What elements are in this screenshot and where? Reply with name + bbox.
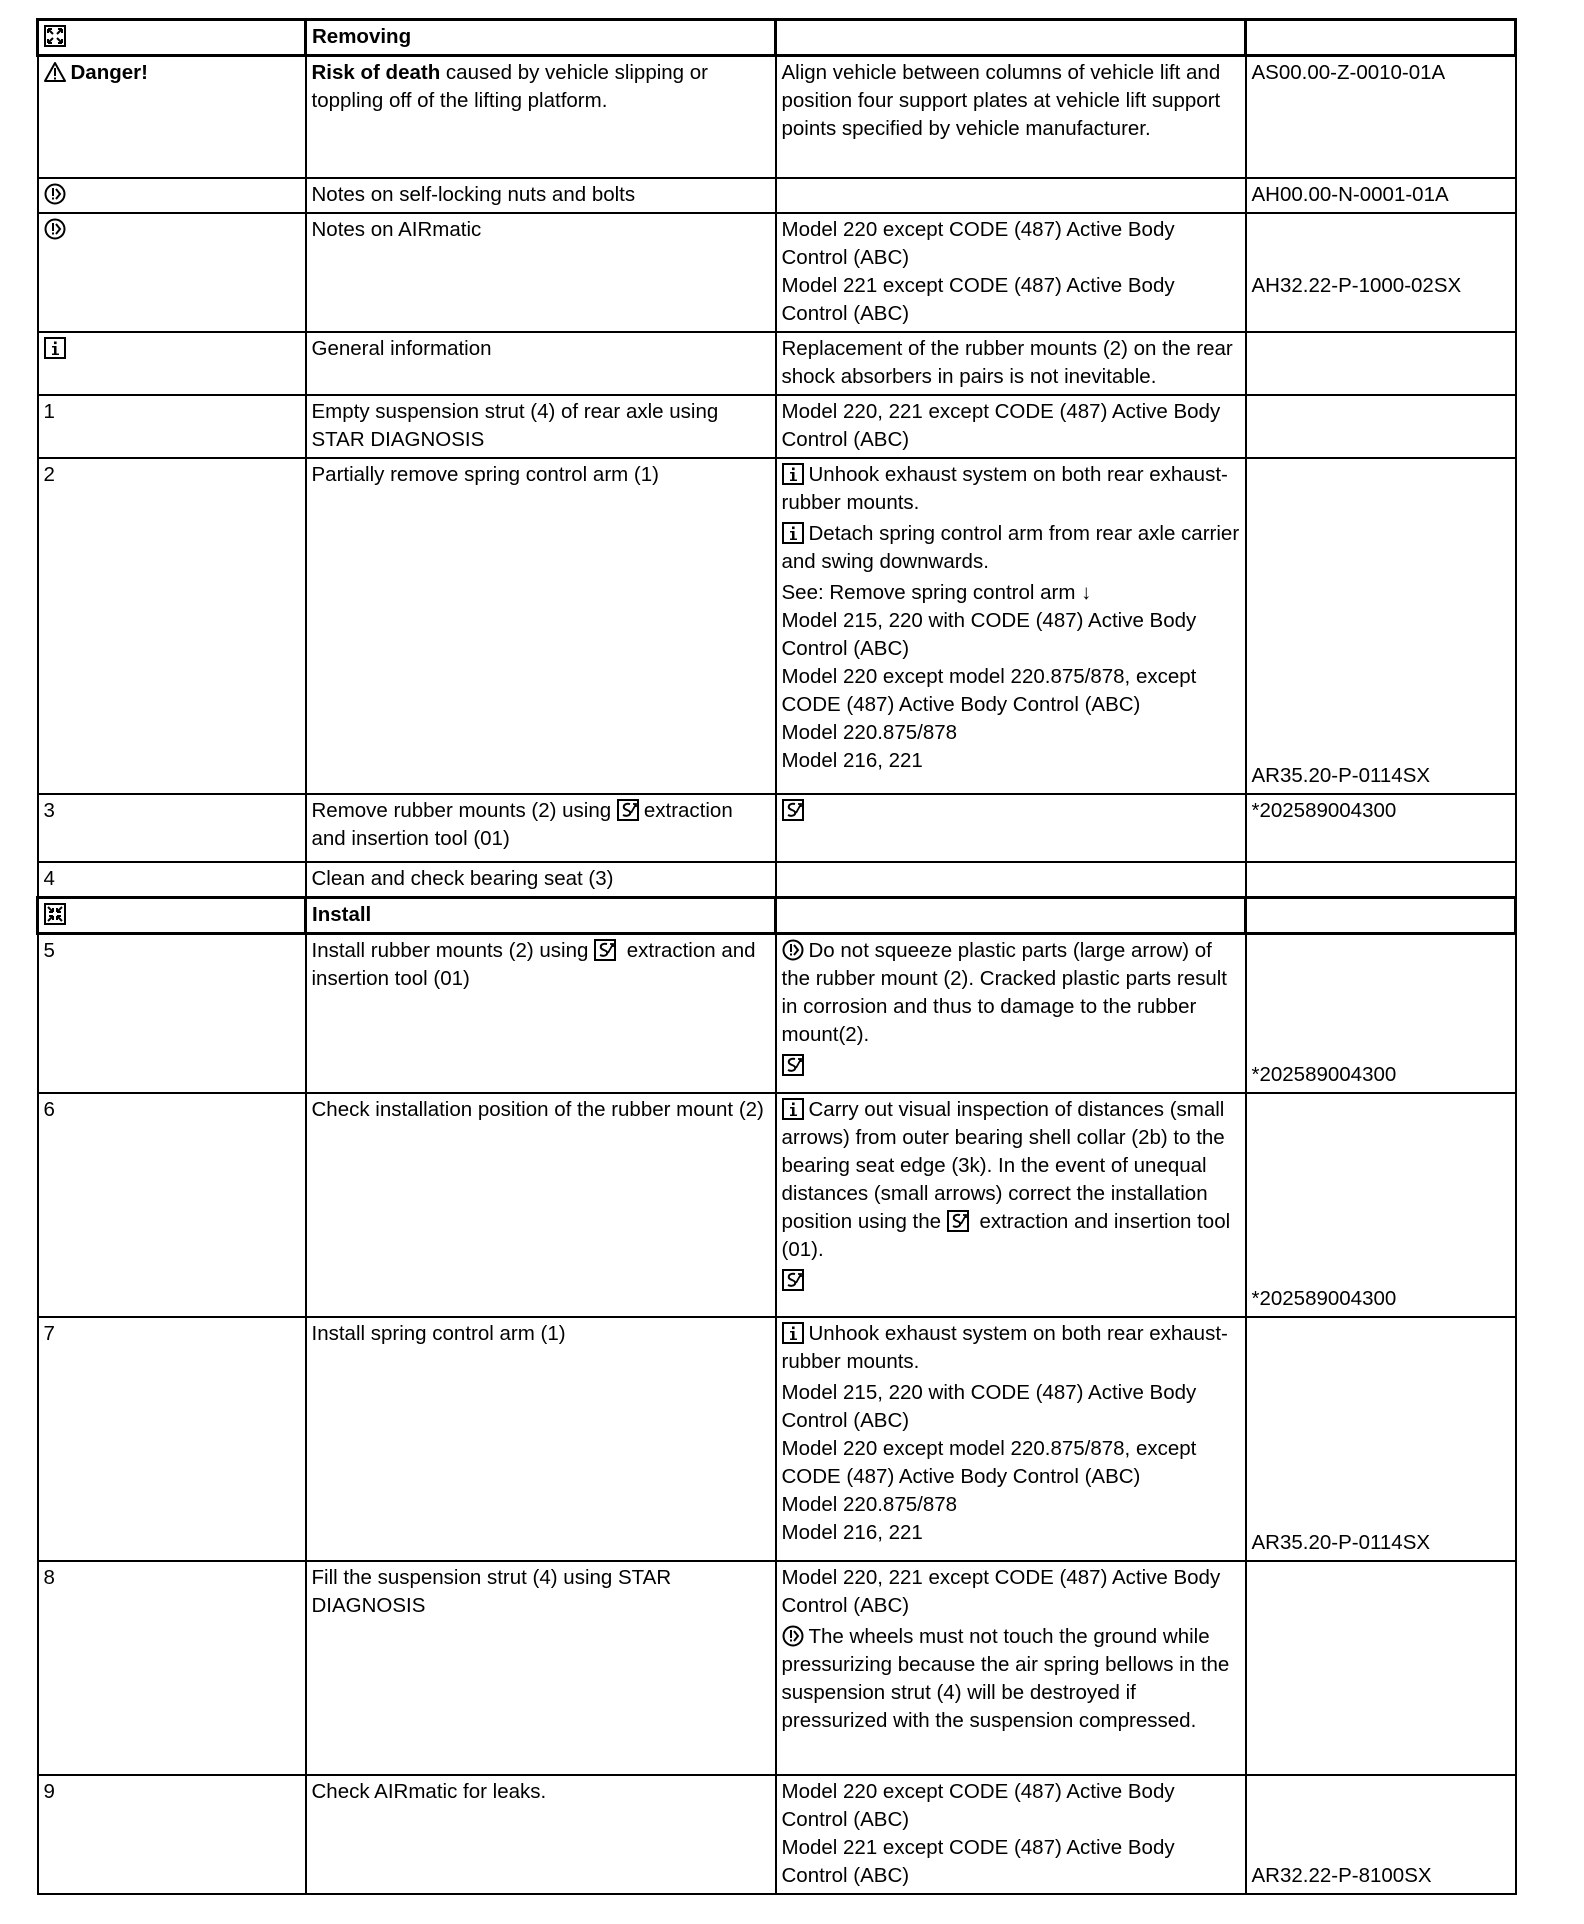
model-line: Model 220, 221 except CODE (487) Active Body Control (ABC): [781, 1566, 1221, 1617]
empty-cell: [1246, 897, 1516, 933]
note-icon-cell: [38, 178, 306, 213]
special-tool-icon[interactable]: [782, 1269, 804, 1291]
section-title-removing: Removing: [306, 20, 776, 56]
caution-text: The wheels must not touch the ground while pressurizing because the air spring bellows in the suspension strut (4) will be destroyed if pressurized with the suspension compressed.: [781, 1625, 1230, 1732]
step-text-cell: [306, 794, 776, 862]
step-number: 7: [38, 1317, 306, 1561]
special-tool-icon[interactable]: [782, 1054, 804, 1076]
warning-triangle-icon: [44, 61, 66, 83]
note-text: Notes on self-locking nuts and bolts: [306, 178, 776, 213]
step-row: [38, 1317, 1516, 1561]
install-icon-cell: [38, 897, 306, 933]
step-text: Install rubber mounts (2) using: [311, 938, 595, 962]
step-note: Model 220, 221 except CODE (487) Active Body Control (ABC): [776, 395, 1246, 458]
danger-label: Danger!: [70, 61, 148, 84]
model-line: Model 215, 220 with CODE (487) Active Body Control (ABC): [781, 608, 1197, 660]
step-text: Fill the suspension strut (4) using STAR DIAGNOSIS: [306, 1561, 776, 1775]
step-notes-cell: [776, 1317, 1246, 1561]
model-line: Model 220.875/878: [781, 720, 958, 744]
step-notes-cell: [776, 1775, 1246, 1894]
danger-text-cell: [306, 56, 776, 178]
empty-cell: [776, 862, 1246, 898]
caution-note-icon: [782, 1625, 804, 1647]
model-line: Model 220.875/878: [781, 1493, 958, 1516]
step-notes-cell: [776, 933, 1246, 1093]
model-line: Model 220 except CODE (487) Active Body Control (ABC): [781, 1780, 1175, 1831]
info-icon-cell: [38, 332, 306, 395]
step-ref-cell: [1246, 1093, 1516, 1317]
caution-note: [782, 1623, 1240, 1735]
step-row: [38, 395, 1516, 458]
step-number: 5: [38, 933, 306, 1093]
step-row: [38, 1775, 1516, 1894]
step-text-cell: [306, 933, 776, 1093]
empty-cell: [776, 897, 1246, 933]
caution-note: [782, 937, 1240, 1049]
danger-ref[interactable]: AS00.00-Z-0010-01A: [1246, 56, 1516, 178]
empty-cell: [1246, 862, 1516, 898]
section-header-removing: [38, 20, 1516, 56]
info-icon: [782, 1098, 804, 1120]
step-number: 3: [38, 794, 306, 862]
caution-note-icon: [44, 183, 66, 205]
model-line: Model 216, 221: [781, 748, 923, 772]
info-text: Detach spring control arm from rear axle carrier and swing downwards.: [781, 521, 1240, 573]
step-ref-cell: [1246, 1775, 1516, 1894]
special-tool-icon[interactable]: [782, 799, 804, 821]
danger-title: Risk of death: [311, 61, 441, 84]
general-info-row: [38, 332, 1516, 395]
info-icon: [44, 337, 66, 359]
empty-cell: [1246, 332, 1516, 395]
empty-cell: [1246, 395, 1516, 458]
procedure-table: [36, 18, 1517, 1895]
removing-icon-cell: [38, 20, 306, 56]
step-row: [38, 794, 1516, 862]
step-text: Clean and check bearing seat (3): [306, 862, 776, 898]
see-link[interactable]: See: Remove spring control arm ↓: [781, 580, 1092, 604]
step-text: Partially remove spring control arm (1): [306, 458, 776, 794]
info-note: [782, 461, 1240, 517]
step-row: [38, 862, 1516, 898]
step-row: [38, 1561, 1516, 1775]
step-ref[interactable]: *202589004300: [1246, 794, 1516, 862]
step-text: extraction and insertion tool (01): [311, 938, 756, 990]
model-line: Model 221 except CODE (487) Active Body Control (ABC): [781, 1836, 1175, 1887]
special-tool-icon[interactable]: [594, 939, 616, 961]
install-icon: [44, 903, 66, 925]
step-row: [38, 458, 1516, 794]
special-tool-icon[interactable]: [947, 1210, 969, 1232]
caution-note-icon: [782, 939, 804, 961]
danger-note: Align vehicle between columns of vehicle lift and position four support plates at vehicle lift support points specified by vehicle manufacturer.: [776, 56, 1246, 178]
info-icon: [782, 522, 804, 544]
danger-text: caused by vehicle slipping or toppling off of the lifting platform.: [311, 61, 709, 112]
info-text: Carry out visual inspection of distances (small arrows) from outer bearing shell collar (2b) to the bearing seat edge (3k). In the event of unequal distances (small arrows) correct the installation position using the: [781, 1098, 1225, 1233]
model-line: Model 215, 220 with CODE (487) Active Body Control (ABC): [781, 1381, 1197, 1432]
step-text: Check AIRmatic for leaks.: [306, 1775, 776, 1894]
info-text: Unhook exhaust system on both rear exhaust-rubber mounts.: [781, 462, 1228, 514]
note-details-cell: [776, 213, 1246, 332]
step-text: extraction and insertion tool (01): [311, 798, 733, 850]
special-tool-icon[interactable]: [617, 799, 639, 821]
step-number: 8: [38, 1561, 306, 1775]
note-row: [38, 178, 1516, 213]
model-line: Model 221 except CODE (487) Active Body Control (ABC): [781, 273, 1175, 325]
step-ref[interactable]: *202589004300: [1251, 1287, 1397, 1310]
note-ref[interactable]: AH32.22-P-1000-02SX: [1251, 273, 1462, 297]
info-text: extraction and insertion tool (01).: [781, 1210, 1231, 1261]
section-header-install: [38, 897, 1516, 933]
caution-note-icon: [44, 218, 66, 240]
danger-row: [38, 56, 1516, 178]
step-text: Empty suspension strut (4) of rear axle using STAR DIAGNOSIS: [306, 395, 776, 458]
step-ref-cell: [1246, 458, 1516, 794]
step-number: 9: [38, 1775, 306, 1894]
step-row: [38, 1093, 1516, 1317]
note-icon-cell: [38, 213, 306, 332]
step-ref-cell: [1246, 1317, 1516, 1561]
tool-cell: [776, 794, 1246, 862]
info-note: [782, 1096, 1240, 1264]
step-ref-cell: [1246, 933, 1516, 1093]
step-text: Install spring control arm (1): [306, 1317, 776, 1561]
info-icon: [782, 463, 804, 485]
note-row: [38, 213, 1516, 332]
info-note: [782, 1320, 1240, 1376]
danger-cell: [38, 56, 306, 178]
step-text: Check installation position of the rubber mount (2): [306, 1093, 776, 1317]
caution-text: Do not squeeze plastic parts (large arrow) of the rubber mount (2). Cracked plastic parts result in corrosion and thus to damage to the rubber mount(2).: [781, 938, 1227, 1046]
remove-icon: [44, 25, 66, 47]
general-info-note: Replacement of the rubber mounts (2) on the rear shock absorbers in pairs is not inevitable.: [776, 332, 1246, 395]
step-notes-cell: [776, 458, 1246, 794]
step-text: Remove rubber mounts (2) using: [311, 798, 617, 822]
note-ref-cell: [1246, 213, 1516, 332]
step-notes-cell: [776, 1561, 1246, 1775]
step-number: 4: [38, 862, 306, 898]
step-ref[interactable]: *202589004300: [1251, 1063, 1397, 1086]
empty-cell: [776, 178, 1246, 213]
step-number: 2: [38, 458, 306, 794]
note-ref[interactable]: AH00.00-N-0001-01A: [1246, 178, 1516, 213]
model-line: Model 220 except CODE (487) Active Body Control (ABC): [781, 217, 1175, 269]
model-line: Model 220 except model 220.875/878, except CODE (487) Active Body Control (ABC): [781, 1437, 1197, 1488]
empty-cell: [1246, 1561, 1516, 1775]
step-ref[interactable]: AR35.20-P-0114SX: [1251, 1531, 1431, 1554]
section-title-install: Install: [306, 897, 776, 933]
step-ref[interactable]: AR35.20-P-0114SX: [1251, 763, 1431, 787]
model-line: Model 216, 221: [781, 1521, 923, 1544]
step-row: [38, 933, 1516, 1093]
model-line: Model 220 except model 220.875/878, except CODE (487) Active Body Control (ABC): [781, 664, 1197, 716]
info-text: Unhook exhaust system on both rear exhaust-rubber mounts.: [781, 1322, 1228, 1373]
general-info-text: General information: [306, 332, 776, 395]
info-icon: [782, 1322, 804, 1344]
step-ref[interactable]: AR32.22-P-8100SX: [1251, 1864, 1432, 1887]
step-number: 1: [38, 395, 306, 458]
step-notes-cell: [776, 1093, 1246, 1317]
empty-cell: [776, 20, 1246, 56]
info-note: [782, 520, 1240, 576]
step-number: 6: [38, 1093, 306, 1317]
empty-cell: [1246, 20, 1516, 56]
note-text: Notes on AIRmatic: [306, 213, 776, 332]
